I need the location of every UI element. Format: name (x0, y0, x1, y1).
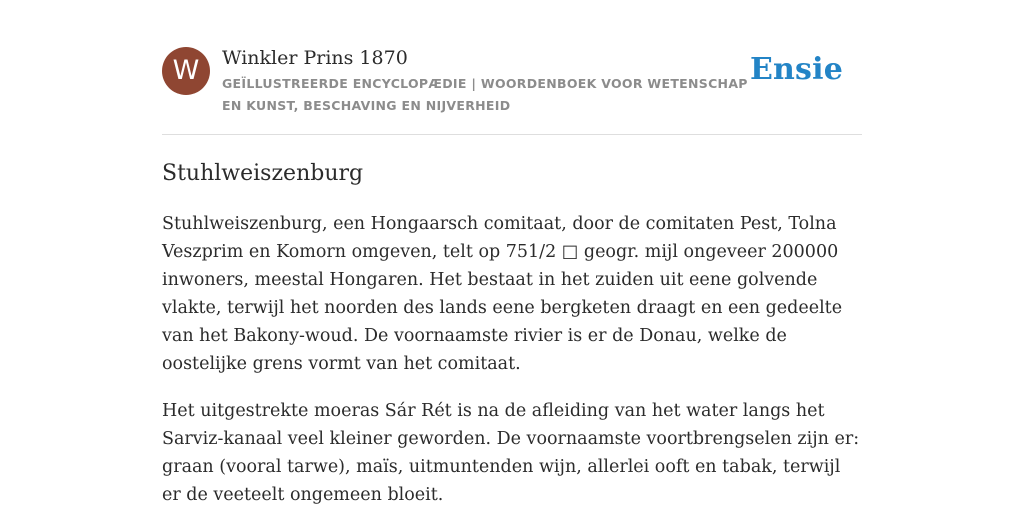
entry-paragraph: Stuhlweiszenburg, een Hongaarsch comitaat, door de comitaten Pest, Tolna Veszprim en Komorn omgeven, telt op 751/2 □ geogr. mijl ongeveer 200000 inwoners, meestal Hongaren. Het bestaat in het zuiden uit eene golvende vlakte, terwijl het noorden des lands eene bergketen draagt en een gedeelte van het Bakony-woud. De voornaamste rivier is er de Donau, welke de oostelijke grens vormt van het comitaat. (162, 214, 843, 374)
entry-title: Stuhlweiszenburg (162, 161, 364, 186)
source-info (222, 44, 762, 117)
source-header (162, 0, 862, 135)
brand-logo[interactable]: Ensie (749, 52, 843, 87)
source-subtitle: GEÏLLUSTREERDE ENCYCLOPÆDIE | WOORDENBOEK VOOR WETENSCHAP EN KUNST, BESCHAVING EN NIJVERHEID (222, 76, 748, 113)
page (162, 0, 862, 509)
entry-body (162, 210, 862, 509)
entry-paragraph: Het uitgestrekte moeras Sár Rét is na de afleiding van het water langs het Sarviz-kanaal veel kleiner geworden. De voornaamste voortbrengselen zijn er: graan (vooral tarwe), maïs, uitmuntenden wijn, allerlei ooft en tabak, terwijl er de veeteelt ongemeen bloeit. (162, 401, 860, 505)
source-title[interactable]: Winkler Prins 1870 (222, 47, 408, 69)
source-avatar[interactable]: W (162, 47, 210, 95)
